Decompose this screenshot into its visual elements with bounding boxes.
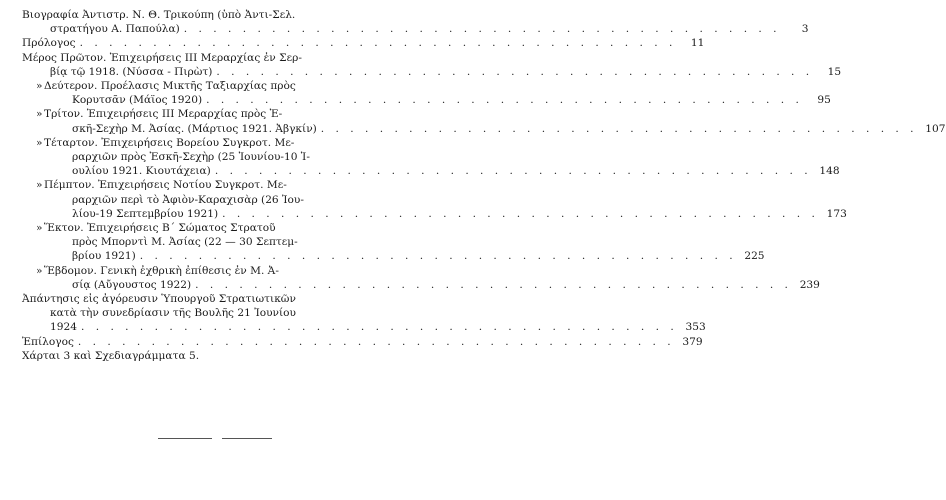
ditto-marker: » [36, 136, 43, 149]
toc-entry-text-line: σίᾳ (Αὔγουστος 1922) [72, 278, 192, 291]
toc-entry-text-line: ουλίου 1921. Κιουτάχεια) [72, 165, 211, 178]
footer-rule-left [158, 438, 212, 439]
footer-rule-right [222, 438, 272, 439]
toc-entry-text-line: ραρχιῶν περὶ τὸ Ἀφιὸν-Καραχισὰρ (26 Ἰου- [72, 193, 304, 206]
toc-entry-last-line [44, 122, 946, 136]
dot-leader: . . . . . . . . . . . . . . . . . . . . . . . . . . . . . . . . . . . . . . . . . [77, 335, 675, 348]
toc-entry-text-line: Πρόλογος [22, 37, 76, 50]
toc-entry-text-line: Μέρος Πρῶτον. Ἐπιχειρήσεις ΙΙΙ Μεραρχίας ἐν Σερ- [22, 51, 302, 64]
toc-entry-text-line: ραρχιῶν πρὸς Ἐσκῆ-Σεχὴρ (25 Ἰουνίου-10 Ἰ- [72, 151, 310, 164]
page-number: 107 [925, 122, 946, 135]
toc-entry-text-line: Βιογραφία Ἀντιστρ. Ν. Θ. Τρικούπη (ὑπὸ Ἀντι-Σελ. [22, 9, 296, 21]
toc-entry-text-line: κατὰ τὴν συνεδρίασιν τῆς Βουλῆς 21 Ἰουνίου [50, 307, 296, 320]
toc-entry [22, 136, 840, 179]
page-number: 11 [690, 37, 705, 50]
page-number: 173 [826, 207, 847, 220]
table-of-contents [22, 8, 946, 363]
toc-entry-text-line: 1924 [50, 321, 77, 334]
toc-entry-text-line: πρὸς Μπορντὶ Μ. Ἀσίας (22 — 30 Σεπτεμ- [72, 236, 298, 249]
toc-entry-text-line: Ἐπίλογος [22, 335, 74, 348]
toc-entry-text-line: Τέταρτον. Ἐπιχειρήσεις Βορείου Συγκροτ. Με- [44, 136, 295, 149]
toc-entry [22, 51, 842, 79]
dot-leader: . . . . . . . . . . . . . . . . . . . . . . . . . . . . . . . . . . . . . . . . . [214, 165, 812, 178]
toc-entry-last-line [22, 320, 706, 334]
ditto-marker: » [36, 264, 43, 277]
toc-entry-last-line [22, 65, 841, 79]
toc-entry [22, 178, 847, 221]
dot-leader: . . . . . . . . . . . . . . . . . . . . . . . . . . . . . . . . . . . . . . . . . [222, 207, 819, 220]
dot-leader: . . . . . . . . . . . . . . . . . . . . . . . . . . . . . . . . . . . . . . . . . [139, 250, 737, 263]
page-number: 225 [744, 250, 765, 263]
toc-entry-text-line: σκῆ-Σεχὴρ Μ. Ἀσίας. (Μάρτιος 1921. Ἀβγκίν) [72, 122, 317, 135]
toc-entry-text-line: Δεύτερον. Προέλασις Μικτῆς Ταξιαρχίας πρὸς [44, 80, 296, 93]
toc-entry [22, 8, 809, 36]
toc-entry-text-line: Ἕβδομον. Γενικὴ ἐχθρικὴ ἐπίθεσις ἐν Μ. Ἀ- [44, 264, 279, 277]
ditto-marker: » [36, 80, 43, 93]
page-number: 95 [817, 94, 831, 107]
page-number: 239 [799, 278, 820, 291]
dot-leader: . . . . . . . . . . . . . . . . . . . . . . . . . . . . . . . . . . . . . . . . . [206, 94, 803, 107]
toc-entry-text-line: Ἕκτον. Ἐπιχειρήσεις Β΄ Σώματος Στρατοῦ [44, 222, 276, 235]
toc-entry-text-line: Πέμπτον. Ἐπιχειρήσεις Νοτίου Συγκροτ. Με- [44, 179, 287, 192]
ditto-marker: » [36, 179, 43, 192]
page-number: 148 [819, 165, 840, 178]
toc-entry [22, 107, 946, 135]
toc-entry-text-line: Κορυτσᾶν (Μάϊος 1920) [72, 94, 203, 107]
toc-entry [22, 221, 765, 264]
toc-entry-last-line [44, 278, 820, 292]
toc-entry-text-line: λίου-19 Σεπτεμβρίου 1921) [72, 207, 219, 220]
toc-entry-last-line [44, 249, 765, 263]
page-number: 353 [685, 321, 706, 334]
page-number: 379 [682, 335, 703, 348]
page-number: 15 [827, 65, 842, 78]
toc-entry-last-line [44, 93, 831, 107]
dot-leader: . . . . . . . . . . . . . . . . . . . . . . . . . . . . . . . . . . . . . . . . . [216, 65, 814, 78]
toc-entry-last-line [22, 36, 704, 50]
dot-leader: . . . . . . . . . . . . . . . . . . . . . . . . . . . . . . . . . . . . . . . . . [195, 278, 792, 291]
toc-entry [22, 335, 703, 349]
toc-entry [22, 79, 831, 107]
toc-entry-last-line [44, 164, 840, 178]
dot-leader: . . . . . . . . . . . . . . . . . . . . . . . . . . . . . . . . . . . . . . . . . [79, 37, 677, 50]
toc-entry-text-line: Τρίτον. Ἐπιχειρήσεις ΙΙΙ Μεραρχίας πρὸς Ἐ- [44, 108, 283, 121]
toc-entry-text-line: βρίου 1921) [72, 250, 136, 263]
toc-entry-last-line [22, 335, 703, 349]
toc-entry-text-line: στρατήγου Α. Παπούλα) [50, 23, 180, 36]
dot-leader: . . . . . . . . . . . . . . . . . . . . . . . . . . . . . . . . . . . . . . . . . [320, 122, 918, 135]
toc-entry [22, 264, 820, 292]
toc-entry [22, 349, 474, 363]
toc-entry-text-line: Ἀπάντησις εἰς ἀγόρευσιν Ὑπουργοῦ Στρατιωτικῶν [22, 293, 296, 306]
toc-entry-last-line [22, 349, 474, 363]
toc-entry [22, 292, 706, 335]
page-number: 3 [801, 23, 809, 36]
toc-entry-text-line: Χάρται 3 καὶ Σχεδιαγράμματα 5. [22, 349, 200, 362]
dot-leader: . . . . . . . . . . . . . . . . . . . . . . . . . . . . . . . . . . . . . . . . . [80, 321, 678, 334]
toc-entry-text-line: βίᾳ τῷ 1918. (Νύσσα - Πιρὼτ) [50, 65, 213, 78]
dot-leader: . . . . . . . . . . . . . . . . . . . . . . . . . . . . . . . . . . . . . . . . . [183, 23, 781, 36]
toc-entry-last-line [22, 22, 809, 36]
ditto-marker: » [36, 222, 43, 235]
ditto-marker: » [36, 108, 43, 121]
toc-entry-last-line [44, 207, 847, 221]
toc-entry [22, 36, 705, 50]
